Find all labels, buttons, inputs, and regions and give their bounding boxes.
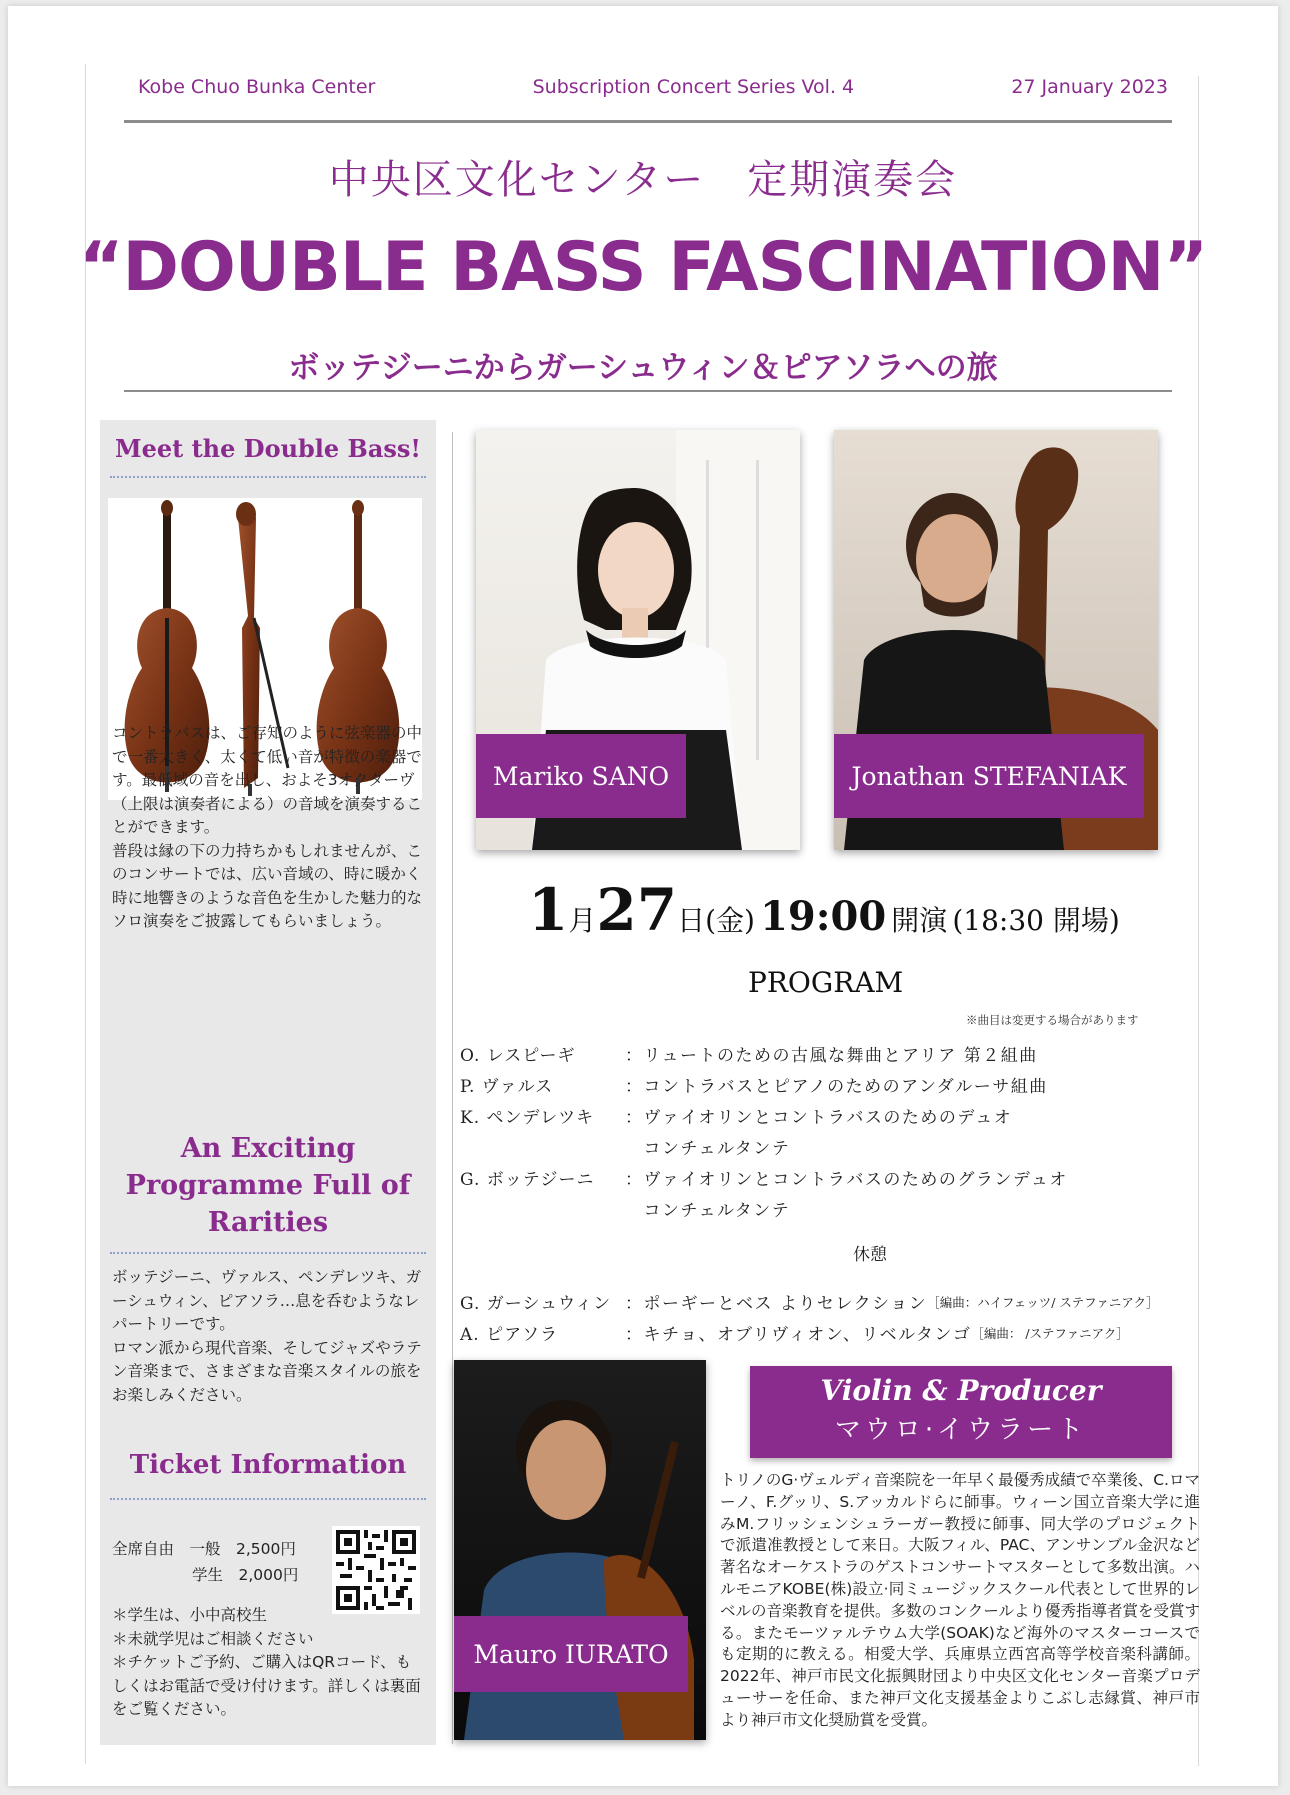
composer: O. レスピーギ [460,1046,576,1066]
performer-name-tag: Mariko SANO [476,734,686,818]
header-info-line [138,76,1168,98]
arrangement: ［編曲：ハイフェッツ/ ステファニアク］ [927,1294,1159,1310]
day-unit: 日 [677,904,706,937]
left-margin-rule [85,64,86,1764]
qr-code[interactable] [332,1526,420,1614]
column-divider [452,432,453,1744]
programme-heading: An Exciting Programme Full of Rarities [125,1133,411,1238]
producer-name: マウロ·イウラート [834,1415,1088,1445]
dotted-divider [110,1498,426,1500]
dotted-divider [110,1252,426,1254]
work: コンチェルタンテ [625,1139,791,1159]
composer: P. ヴァルス [460,1077,554,1097]
producer-banner [750,1366,1172,1458]
arrangement: ［編曲： /ステファニアク］ [971,1325,1129,1341]
work: ：ヴァイオリンとコントラバスのためのグランデュオ [625,1170,1068,1190]
venue-name: Kobe Chuo Bunka Center [138,76,376,98]
work: ：ポーギーとベス よりセレクション [625,1294,928,1314]
work: ：リュートのための古風な舞曲とアリア 第２組曲 [625,1046,1038,1066]
subtitle: ボッテジーニからガーシュウィン＆ピアソラへの旅 [288,350,998,386]
month: 1 [528,876,569,944]
performer-photo-pianist [476,430,800,850]
program-row [460,1069,1220,1100]
composer: A. ピアソラ [460,1325,559,1345]
work: ：コントラバスとピアノのためのアンダルーサ組曲 [625,1077,1048,1097]
program-list [460,1038,1220,1348]
program-row [460,1317,1220,1348]
series-name: Subscription Concert Series Vol. 4 [532,76,855,98]
programme-description: ボッテジーニ、ヴァルス、ペンデレツキ、ガーシュウィン、ピアソラ…息を呑むようなレパートリーです。 ロマン派から現代音楽、そしてジャズやラテン音楽まで、さまざまな音楽スタイルの旅をお楽しみください。 [112,1268,422,1404]
program-row [460,1100,1220,1131]
header-divider [124,120,1172,123]
performer-photo-bassist [834,430,1158,850]
performer-name-tag: Mauro IURATO [454,1616,688,1692]
performer-photo-violinist [454,1360,706,1740]
work: ：キチョ、オブリヴィオン、リベルタンゴ [625,1325,972,1345]
concert-date: 27 January 2023 [1011,76,1168,98]
work: ：ヴァイオリンとコントラバスのためのデュオ [625,1108,1013,1128]
composer: G. ボッテジーニ [460,1170,595,1190]
performer-name-tag: Jonathan STEFANIAK [834,734,1144,818]
main-title: “DOUBLE BASS FASCINATION” [78,228,1208,307]
title-divider [124,390,1172,392]
month-unit: 月 [568,904,597,937]
weekday: (金) [705,904,755,937]
ticket-price-general: 全席自由 一般 2,500円 [112,1540,296,1558]
program-change-note: ※曲目は変更する場合があります [966,1013,1139,1027]
program-row [460,1193,1220,1224]
program-row [460,1162,1220,1193]
concert-flyer-page [8,6,1278,1786]
work: コンチェルタンテ [625,1201,791,1221]
program-heading: PROGRAM [748,966,904,999]
japanese-title: 中央区文化センター 定期演奏会 [328,157,958,203]
producer-bio: トリノのG·ヴェルディ音楽院を一年早く最優秀成績で卒業後、C.ロマーノ、F.グッリ、S.アッカルドらに師事。ウィーン国立音楽大学に進みM.フリッシェンシュラーガー教授に師事、同大学のプロジェクトで派遣准教授として来日。大阪フィル、PAC、アンサンブル金沢など著名なオーケストラのゲストコンサートマスターとして多数出演。ハルモニアKOBE(株)設立·同ミュージックスクール代表として世界的レベルの音楽教育を提供。多数のコンクールより優秀指導者賞を受賞する。またモーツァルテウム大学(SOAK)など海外のマスターコースでも定期的に教える。相愛大学、兵庫県立西宮高等学校音楽科講師。2022年、神戸市民文化振興財団より中央区文化センター音楽プロデューサーを任命、また神戸文化支援基金よりこぶし志縁賞、神戸市より神戸市文化奨励賞を受賞。 [720,1471,1200,1729]
ticket-prices [112,1536,298,1588]
concert-datetime [528,876,1120,944]
sidebar [100,420,436,1745]
dotted-divider [110,476,426,478]
doors-open: (18:30 開場) [952,904,1120,937]
ticket-price-student: 学生 2,000円 [192,1566,299,1584]
producer-role: Violin & Producer [820,1374,1102,1407]
ticket-notes: ＊学生は、小中高校生 ＊未就学児はご相談ください ＊チケットご予約、ご購入はQRコード、もしくはお電話で受け付けます。詳しくは裏面をご覧ください。 [112,1606,421,1718]
program-row [460,1038,1220,1069]
composer: G. ガーシュウィン [460,1294,612,1314]
day: 27 [596,876,678,944]
start-label: 開演 [891,904,948,937]
intermission: 休憩 [853,1245,887,1265]
composer: K. ペンデレツキ [460,1108,595,1128]
ticket-heading: Ticket Information [129,1450,407,1480]
start-time: 19:00 [760,893,887,940]
program-row [460,1131,1220,1162]
meet-heading: Meet the Double Bass! [115,434,421,463]
meet-description: コントラバスは、ご存知のように弦楽器の中で一番大きく、太くて低い音が特徴の楽器です。最低域の音を出し、およそ3オクターヴ（上限は演奏者による）の音域を演奏することができます。 普段は縁の下の力持ちかもしれませんが、このコンサートでは、広い音域の、時に暖かく時に地響きのような音色を生かした魅力的なソロ演奏をご披露してもらいましょう。 [112,724,423,930]
program-row [460,1286,1220,1317]
